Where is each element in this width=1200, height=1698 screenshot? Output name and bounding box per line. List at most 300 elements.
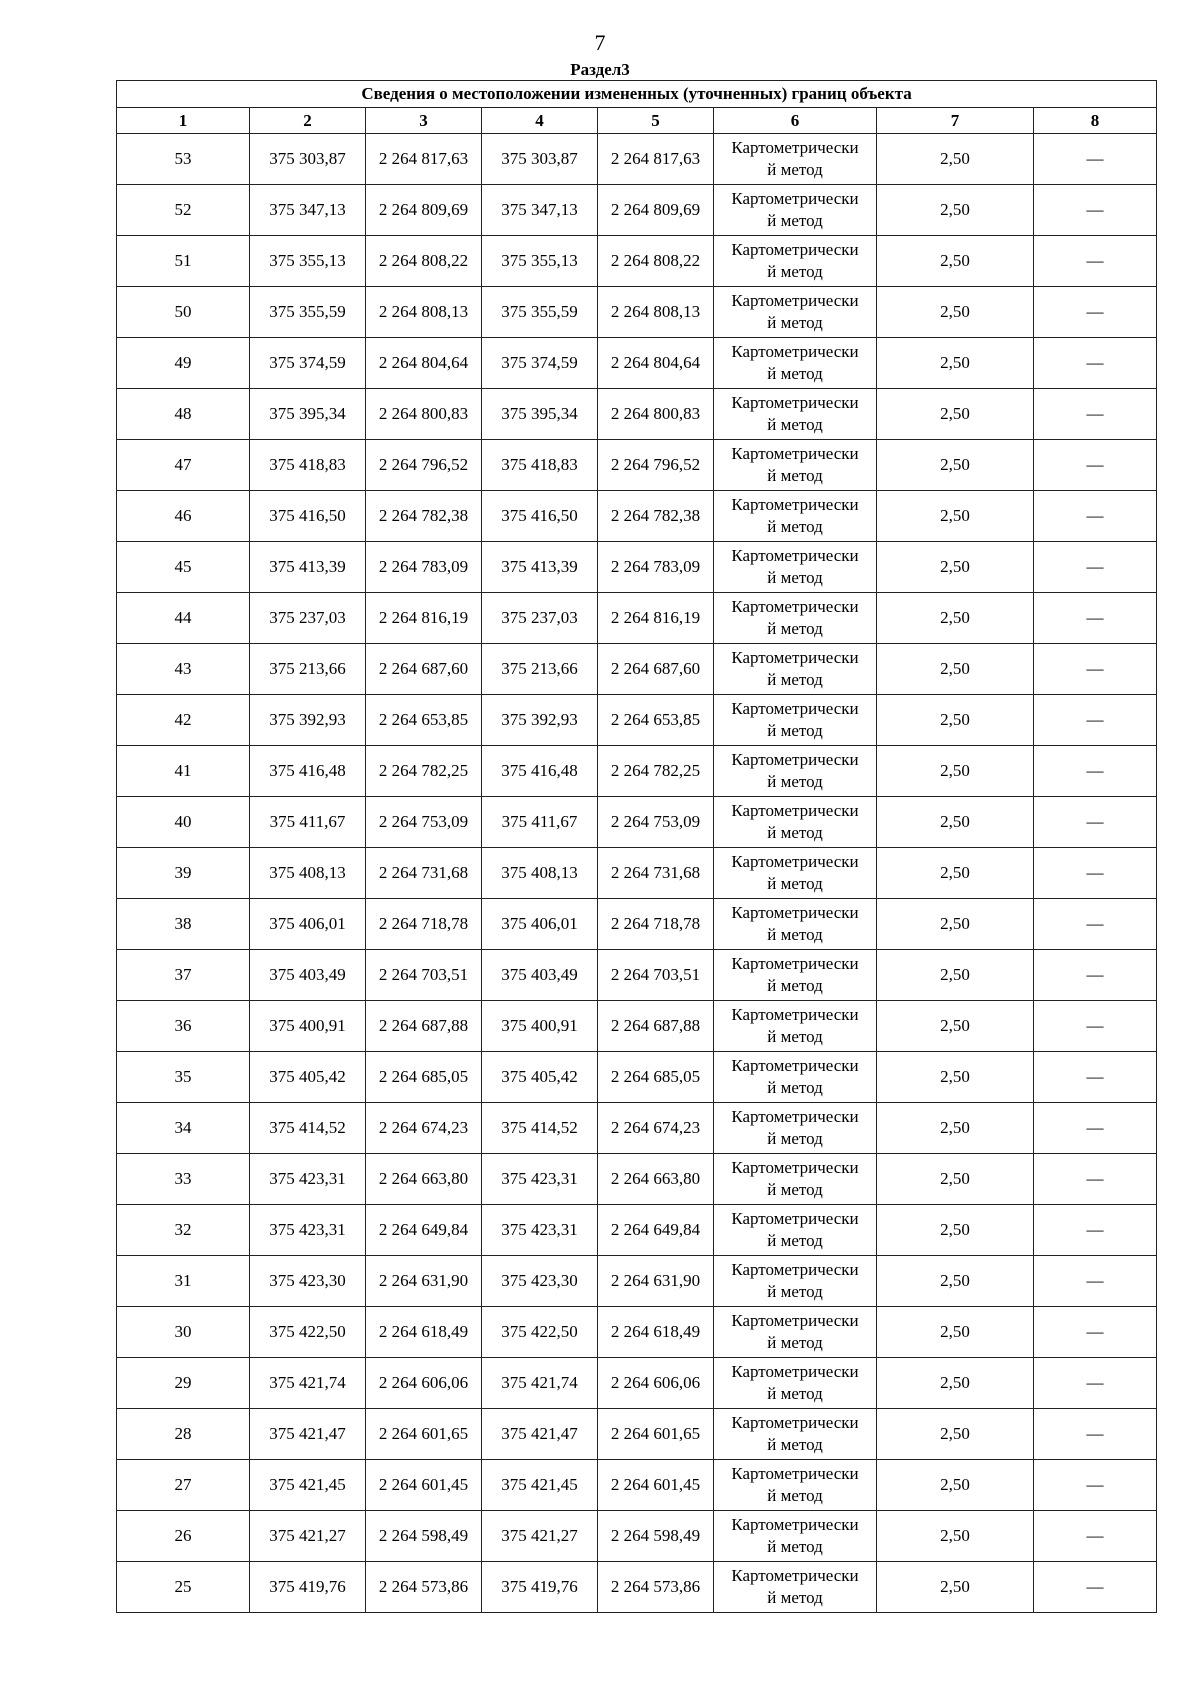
accuracy-cell: 2,50 (877, 1256, 1034, 1307)
method-text-line-1: Картометрически (731, 1056, 859, 1075)
description-cell: — (1034, 287, 1157, 338)
old-x-cell: 375 355,13 (250, 236, 366, 287)
accuracy-cell: 2,50 (877, 899, 1034, 950)
description-cell: — (1034, 593, 1157, 644)
column-header: 3 (366, 108, 482, 134)
new-y-cell: 2 264 718,78 (598, 899, 714, 950)
old-y-cell: 2 264 601,65 (366, 1409, 482, 1460)
description-cell: — (1034, 1001, 1157, 1052)
method-text-line-1: Картометрически (731, 1005, 859, 1024)
method-text-line-1: Картометрически (731, 648, 859, 667)
column-header: 8 (1034, 108, 1157, 134)
method-cell (714, 1511, 877, 1562)
description-cell: — (1034, 1511, 1157, 1562)
method-text-line-1: Картометрически (731, 240, 859, 259)
table-row (117, 644, 1157, 695)
table-row (117, 1562, 1157, 1613)
table-row (117, 491, 1157, 542)
method-text-line-2: й метод (767, 670, 823, 689)
method-text-line-1: Картометрически (731, 1209, 859, 1228)
table-row (117, 440, 1157, 491)
new-x-cell: 375 392,93 (482, 695, 598, 746)
method-cell (714, 1154, 877, 1205)
accuracy-cell: 2,50 (877, 185, 1034, 236)
old-x-cell: 375 418,83 (250, 440, 366, 491)
new-y-cell: 2 264 601,65 (598, 1409, 714, 1460)
table-row (117, 797, 1157, 848)
accuracy-cell: 2,50 (877, 593, 1034, 644)
method-cell (714, 797, 877, 848)
method-text-line-2: й метод (767, 1027, 823, 1046)
old-x-cell: 375 421,47 (250, 1409, 366, 1460)
method-text-line-2: й метод (767, 1129, 823, 1148)
old-y-cell: 2 264 800,83 (366, 389, 482, 440)
point-number-cell: 50 (117, 287, 250, 338)
old-x-cell: 375 416,50 (250, 491, 366, 542)
description-cell: — (1034, 746, 1157, 797)
method-cell (714, 950, 877, 1001)
new-y-cell: 2 264 731,68 (598, 848, 714, 899)
old-x-cell: 375 237,03 (250, 593, 366, 644)
description-cell: — (1034, 950, 1157, 1001)
method-text-line-2: й метод (767, 1282, 823, 1301)
method-text-line-2: й метод (767, 1078, 823, 1097)
accuracy-cell: 2,50 (877, 338, 1034, 389)
old-x-cell: 375 416,48 (250, 746, 366, 797)
new-x-cell: 375 419,76 (482, 1562, 598, 1613)
point-number-cell: 40 (117, 797, 250, 848)
accuracy-cell: 2,50 (877, 695, 1034, 746)
method-text-line-1: Картометрически (731, 801, 859, 820)
new-y-cell: 2 264 804,64 (598, 338, 714, 389)
method-text-line-2: й метод (767, 976, 823, 995)
new-x-cell: 375 237,03 (482, 593, 598, 644)
new-y-cell: 2 264 703,51 (598, 950, 714, 1001)
old-x-cell: 375 303,87 (250, 134, 366, 185)
new-x-cell: 375 421,45 (482, 1460, 598, 1511)
new-x-cell: 375 403,49 (482, 950, 598, 1001)
table-row (117, 593, 1157, 644)
point-number-cell: 45 (117, 542, 250, 593)
method-text-line-2: й метод (767, 262, 823, 281)
point-number-cell: 25 (117, 1562, 250, 1613)
description-cell: — (1034, 542, 1157, 593)
description-cell: — (1034, 236, 1157, 287)
method-cell (714, 1256, 877, 1307)
method-cell (714, 1460, 877, 1511)
method-cell (714, 899, 877, 950)
new-x-cell: 375 421,27 (482, 1511, 598, 1562)
method-cell (714, 1103, 877, 1154)
method-text-line-2: й метод (767, 160, 823, 179)
method-cell (714, 389, 877, 440)
old-x-cell: 375 421,45 (250, 1460, 366, 1511)
description-cell: — (1034, 1358, 1157, 1409)
accuracy-cell: 2,50 (877, 1001, 1034, 1052)
column-header: 5 (598, 108, 714, 134)
description-cell: — (1034, 1205, 1157, 1256)
table-row (117, 1103, 1157, 1154)
old-x-cell: 375 423,30 (250, 1256, 366, 1307)
new-x-cell: 375 416,48 (482, 746, 598, 797)
old-x-cell: 375 421,27 (250, 1511, 366, 1562)
old-y-cell: 2 264 731,68 (366, 848, 482, 899)
new-y-cell: 2 264 687,88 (598, 1001, 714, 1052)
new-x-cell: 375 414,52 (482, 1103, 598, 1154)
method-text-line-2: й метод (767, 415, 823, 434)
old-x-cell: 375 423,31 (250, 1205, 366, 1256)
point-number-cell: 34 (117, 1103, 250, 1154)
table-row (117, 1001, 1157, 1052)
table-row (117, 950, 1157, 1001)
method-text-line-2: й метод (767, 568, 823, 587)
method-text-line-2: й метод (767, 925, 823, 944)
method-cell (714, 593, 877, 644)
method-text-line-1: Картометрически (731, 1311, 859, 1330)
old-y-cell: 2 264 808,13 (366, 287, 482, 338)
description-cell: — (1034, 1409, 1157, 1460)
old-y-cell: 2 264 782,25 (366, 746, 482, 797)
method-text-line-2: й метод (767, 1231, 823, 1250)
column-header: 4 (482, 108, 598, 134)
accuracy-cell: 2,50 (877, 950, 1034, 1001)
point-number-cell: 48 (117, 389, 250, 440)
table-row (117, 134, 1157, 185)
description-cell: — (1034, 1256, 1157, 1307)
accuracy-cell: 2,50 (877, 236, 1034, 287)
new-y-cell: 2 264 598,49 (598, 1511, 714, 1562)
accuracy-cell: 2,50 (877, 1358, 1034, 1409)
method-text-line-1: Картометрически (731, 1158, 859, 1177)
method-text-line-2: й метод (767, 1180, 823, 1199)
column-header: 2 (250, 108, 366, 134)
method-text-line-1: Картометрически (731, 546, 859, 565)
new-x-cell: 375 303,87 (482, 134, 598, 185)
method-text-line-2: й метод (767, 721, 823, 740)
method-cell (714, 236, 877, 287)
table-caption-row (117, 81, 1157, 108)
point-number-cell: 26 (117, 1511, 250, 1562)
old-y-cell: 2 264 817,63 (366, 134, 482, 185)
new-y-cell: 2 264 808,22 (598, 236, 714, 287)
new-y-cell: 2 264 687,60 (598, 644, 714, 695)
table-row (117, 389, 1157, 440)
old-y-cell: 2 264 601,45 (366, 1460, 482, 1511)
accuracy-cell: 2,50 (877, 1562, 1034, 1613)
method-cell (714, 1001, 877, 1052)
new-x-cell: 375 347,13 (482, 185, 598, 236)
table-row (117, 1256, 1157, 1307)
point-number-cell: 53 (117, 134, 250, 185)
old-y-cell: 2 264 618,49 (366, 1307, 482, 1358)
new-y-cell: 2 264 816,19 (598, 593, 714, 644)
old-x-cell: 375 392,93 (250, 695, 366, 746)
new-y-cell: 2 264 800,83 (598, 389, 714, 440)
point-number-cell: 47 (117, 440, 250, 491)
point-number-cell: 41 (117, 746, 250, 797)
point-number-cell: 32 (117, 1205, 250, 1256)
accuracy-cell: 2,50 (877, 1103, 1034, 1154)
new-y-cell: 2 264 817,63 (598, 134, 714, 185)
old-y-cell: 2 264 804,64 (366, 338, 482, 389)
point-number-cell: 28 (117, 1409, 250, 1460)
old-x-cell: 375 403,49 (250, 950, 366, 1001)
table-row (117, 1409, 1157, 1460)
method-cell (714, 1052, 877, 1103)
method-text-line-2: й метод (767, 1537, 823, 1556)
new-x-cell: 375 406,01 (482, 899, 598, 950)
new-y-cell: 2 264 809,69 (598, 185, 714, 236)
accuracy-cell: 2,50 (877, 1511, 1034, 1562)
old-x-cell: 375 411,67 (250, 797, 366, 848)
new-y-cell: 2 264 782,25 (598, 746, 714, 797)
method-cell (714, 491, 877, 542)
point-number-cell: 42 (117, 695, 250, 746)
method-cell (714, 1358, 877, 1409)
old-y-cell: 2 264 653,85 (366, 695, 482, 746)
accuracy-cell: 2,50 (877, 542, 1034, 593)
new-x-cell: 375 408,13 (482, 848, 598, 899)
point-number-cell: 49 (117, 338, 250, 389)
old-x-cell: 375 213,66 (250, 644, 366, 695)
column-header: 7 (877, 108, 1034, 134)
table-row (117, 899, 1157, 950)
point-number-cell: 38 (117, 899, 250, 950)
accuracy-cell: 2,50 (877, 644, 1034, 695)
table-row (117, 1052, 1157, 1103)
accuracy-cell: 2,50 (877, 797, 1034, 848)
method-text-line-2: й метод (767, 1588, 823, 1607)
old-y-cell: 2 264 598,49 (366, 1511, 482, 1562)
table-row (117, 338, 1157, 389)
method-text-line-1: Картометрически (731, 342, 859, 361)
section-title: Раздел3 (570, 60, 630, 79)
method-text-line-1: Картометрически (731, 1260, 859, 1279)
description-cell: — (1034, 695, 1157, 746)
old-y-cell: 2 264 687,60 (366, 644, 482, 695)
new-y-cell: 2 264 631,90 (598, 1256, 714, 1307)
old-y-cell: 2 264 809,69 (366, 185, 482, 236)
method-cell (714, 185, 877, 236)
new-x-cell: 375 395,34 (482, 389, 598, 440)
old-y-cell: 2 264 718,78 (366, 899, 482, 950)
point-number-cell: 39 (117, 848, 250, 899)
method-text-line-1: Картометрически (731, 495, 859, 514)
method-cell (714, 338, 877, 389)
point-number-cell: 36 (117, 1001, 250, 1052)
table-caption: Сведения о местоположении измененных (уточненных) границ объекта (117, 81, 1157, 108)
new-y-cell: 2 264 808,13 (598, 287, 714, 338)
method-cell (714, 440, 877, 491)
point-number-cell: 51 (117, 236, 250, 287)
new-x-cell: 375 423,31 (482, 1154, 598, 1205)
description-cell: — (1034, 1460, 1157, 1511)
new-y-cell: 2 264 573,86 (598, 1562, 714, 1613)
new-x-cell: 375 405,42 (482, 1052, 598, 1103)
point-number-cell: 27 (117, 1460, 250, 1511)
method-text-line-2: й метод (767, 1486, 823, 1505)
method-text-line-1: Картометрически (731, 597, 859, 616)
method-text-line-1: Картометрически (731, 189, 859, 208)
old-y-cell: 2 264 783,09 (366, 542, 482, 593)
old-x-cell: 375 419,76 (250, 1562, 366, 1613)
new-x-cell: 375 422,50 (482, 1307, 598, 1358)
new-y-cell: 2 264 782,38 (598, 491, 714, 542)
method-cell (714, 746, 877, 797)
method-text-line-1: Картометрически (731, 699, 859, 718)
accuracy-cell: 2,50 (877, 491, 1034, 542)
description-cell: — (1034, 185, 1157, 236)
method-text-line-2: й метод (767, 823, 823, 842)
accuracy-cell: 2,50 (877, 1154, 1034, 1205)
new-y-cell: 2 264 653,85 (598, 695, 714, 746)
new-y-cell: 2 264 783,09 (598, 542, 714, 593)
old-y-cell: 2 264 573,86 (366, 1562, 482, 1613)
new-y-cell: 2 264 753,09 (598, 797, 714, 848)
table-row (117, 542, 1157, 593)
method-cell (714, 1205, 877, 1256)
old-y-cell: 2 264 687,88 (366, 1001, 482, 1052)
description-cell: — (1034, 1307, 1157, 1358)
method-text-line-2: й метод (767, 517, 823, 536)
page-number: 7 (594, 30, 606, 55)
new-x-cell: 375 374,59 (482, 338, 598, 389)
method-text-line-1: Картометрически (731, 1566, 859, 1585)
method-text-line-1: Картометрически (731, 444, 859, 463)
table-row (117, 236, 1157, 287)
description-cell: — (1034, 797, 1157, 848)
method-cell (714, 134, 877, 185)
method-text-line-1: Картометрически (731, 903, 859, 922)
old-x-cell: 375 374,59 (250, 338, 366, 389)
point-number-cell: 30 (117, 1307, 250, 1358)
accuracy-cell: 2,50 (877, 1460, 1034, 1511)
new-y-cell: 2 264 618,49 (598, 1307, 714, 1358)
table-body (117, 134, 1157, 1613)
new-x-cell: 375 423,31 (482, 1205, 598, 1256)
table-row (117, 185, 1157, 236)
table-row (117, 1205, 1157, 1256)
method-text-line-1: Картометрически (731, 852, 859, 871)
new-y-cell: 2 264 685,05 (598, 1052, 714, 1103)
table-row (117, 746, 1157, 797)
table-row (117, 848, 1157, 899)
method-text-line-2: й метод (767, 313, 823, 332)
method-text-line-1: Картометрически (731, 1464, 859, 1483)
method-text-line-2: й метод (767, 466, 823, 485)
description-cell: — (1034, 644, 1157, 695)
old-y-cell: 2 264 816,19 (366, 593, 482, 644)
old-y-cell: 2 264 631,90 (366, 1256, 482, 1307)
new-y-cell: 2 264 606,06 (598, 1358, 714, 1409)
old-x-cell: 375 400,91 (250, 1001, 366, 1052)
point-number-cell: 52 (117, 185, 250, 236)
method-text-line-1: Картометрически (731, 1362, 859, 1381)
old-y-cell: 2 264 674,23 (366, 1103, 482, 1154)
new-y-cell: 2 264 674,23 (598, 1103, 714, 1154)
point-number-cell: 44 (117, 593, 250, 644)
old-y-cell: 2 264 808,22 (366, 236, 482, 287)
description-cell: — (1034, 899, 1157, 950)
table-row (117, 1307, 1157, 1358)
old-x-cell: 375 347,13 (250, 185, 366, 236)
method-cell (714, 644, 877, 695)
column-header: 6 (714, 108, 877, 134)
method-cell (714, 1307, 877, 1358)
accuracy-cell: 2,50 (877, 440, 1034, 491)
new-x-cell: 375 400,91 (482, 1001, 598, 1052)
accuracy-cell: 2,50 (877, 287, 1034, 338)
method-text-line-1: Картометрически (731, 1107, 859, 1126)
new-x-cell: 375 421,74 (482, 1358, 598, 1409)
description-cell: — (1034, 440, 1157, 491)
old-x-cell: 375 421,74 (250, 1358, 366, 1409)
new-y-cell: 2 264 601,45 (598, 1460, 714, 1511)
new-x-cell: 375 355,13 (482, 236, 598, 287)
new-x-cell: 375 355,59 (482, 287, 598, 338)
accuracy-cell: 2,50 (877, 389, 1034, 440)
method-text-line-1: Картометрически (731, 291, 859, 310)
old-y-cell: 2 264 663,80 (366, 1154, 482, 1205)
old-y-cell: 2 264 753,09 (366, 797, 482, 848)
point-number-cell: 31 (117, 1256, 250, 1307)
method-cell (714, 695, 877, 746)
accuracy-cell: 2,50 (877, 746, 1034, 797)
description-cell: — (1034, 134, 1157, 185)
new-x-cell: 375 423,30 (482, 1256, 598, 1307)
new-x-cell: 375 418,83 (482, 440, 598, 491)
old-x-cell: 375 413,39 (250, 542, 366, 593)
table-row (117, 287, 1157, 338)
old-x-cell: 375 423,31 (250, 1154, 366, 1205)
method-cell (714, 542, 877, 593)
point-number-cell: 33 (117, 1154, 250, 1205)
method-text-line-2: й метод (767, 1435, 823, 1454)
description-cell: — (1034, 848, 1157, 899)
old-y-cell: 2 264 606,06 (366, 1358, 482, 1409)
method-text-line-2: й метод (767, 874, 823, 893)
new-y-cell: 2 264 796,52 (598, 440, 714, 491)
old-y-cell: 2 264 703,51 (366, 950, 482, 1001)
old-x-cell: 375 406,01 (250, 899, 366, 950)
table-row (117, 1511, 1157, 1562)
method-text-line-1: Картометрически (731, 138, 859, 157)
accuracy-cell: 2,50 (877, 134, 1034, 185)
old-x-cell: 375 422,50 (250, 1307, 366, 1358)
new-y-cell: 2 264 649,84 (598, 1205, 714, 1256)
old-y-cell: 2 264 649,84 (366, 1205, 482, 1256)
method-text-line-2: й метод (767, 772, 823, 791)
table-row (117, 1358, 1157, 1409)
old-y-cell: 2 264 796,52 (366, 440, 482, 491)
point-number-cell: 35 (117, 1052, 250, 1103)
old-x-cell: 375 414,52 (250, 1103, 366, 1154)
new-x-cell: 375 416,50 (482, 491, 598, 542)
accuracy-cell: 2,50 (877, 1052, 1034, 1103)
description-cell: — (1034, 1562, 1157, 1613)
coordinates-table (116, 80, 1157, 1613)
method-cell (714, 1409, 877, 1460)
point-number-cell: 37 (117, 950, 250, 1001)
description-cell: — (1034, 389, 1157, 440)
table-row (117, 1154, 1157, 1205)
method-text-line-1: Картометрически (731, 954, 859, 973)
method-cell (714, 287, 877, 338)
method-text-line-2: й метод (767, 1384, 823, 1403)
description-cell: — (1034, 1154, 1157, 1205)
accuracy-cell: 2,50 (877, 1307, 1034, 1358)
description-cell: — (1034, 1052, 1157, 1103)
